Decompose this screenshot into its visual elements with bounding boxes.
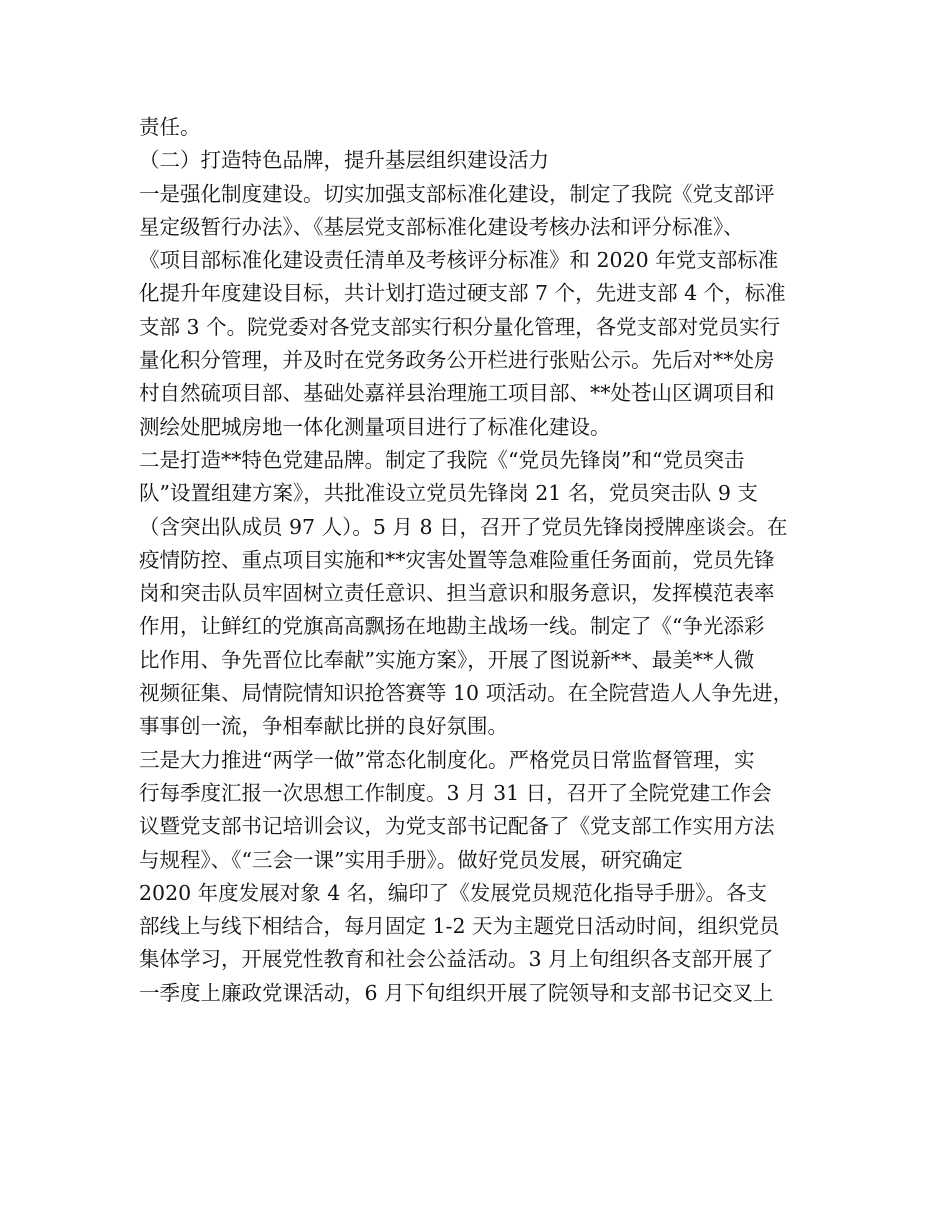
text-line: 化提升年度建设目标，共计划打造过硬支部 7 个，先进支部 4 个，标准 — [139, 281, 786, 306]
text-line: 议暨党支部书记培训会议，为党支部书记配备了《党支部工作实用方法 — [139, 814, 775, 839]
text-line: 集体学习，开展党性教育和社会公益活动。3 月上旬组织各支部开展了 — [139, 947, 774, 972]
text-line: 责任。 — [139, 115, 201, 139]
document-body — [139, 111, 819, 1010]
text-line: 队”设置组建方案》，共批准设立党员先锋岗 21 名，党员突击队 9 支 — [139, 481, 758, 506]
text-line: 比作用、争先晋位比奉献”实施方案》，开展了图说新**、最美**人微 — [139, 647, 755, 672]
text-line: 作用，让鲜红的党旗高高飘扬在地勘主战场一线。制定了《“争光添彩 — [139, 614, 765, 639]
text-line: 村自然硫项目部、基础处嘉祥县治理施工项目部、**处苍山区调项目和 — [139, 381, 775, 406]
text-line: （含突出队成员 97 人）。5 月 8 日，召开了党员先锋岗授牌座谈会。在 — [139, 514, 788, 539]
text-line: 部线上与线下相结合，每月固定 1-2 天为主题党日活动时间，组织党员 — [139, 914, 780, 939]
text-line: 行每季度汇报一次思想工作制度。3 月 31 日，召开了全院党建工作会 — [139, 780, 772, 805]
text-line: 量化积分管理，并及时在党务政务公开栏进行张贴公示。先后对**处房 — [139, 348, 775, 373]
text-line: 事事创一流，争相奉献比拼的良好氛围。 — [139, 714, 508, 739]
text-line: 支部 3 个。院党委对各党支部实行积分量化管理，各党支部对党员实行 — [139, 314, 781, 339]
text-line: 视频征集、局情院情知识抢答赛等 10 项活动。在全院营造人人争先进， — [139, 681, 794, 706]
text-line: 与规程》、《“三会一课”实用手册》。做好党员发展，研究确定 — [139, 847, 683, 872]
text-line: 三是大力推进“两学一做”常态化制度化。严格党员日常监督管理，实 — [139, 747, 755, 772]
text-line: 2020 年度发展对象 4 名，编印了《发展党员规范化指导手册》。各支 — [139, 880, 768, 905]
text-line: 测绘处肥城房地一体化测量项目进行了标准化建设。 — [139, 414, 611, 439]
text-line: 岗和突击队员牢固树立责任意识、担当意识和服务意识，发挥模范表率 — [139, 581, 775, 606]
text-line: 疫情防控、重点项目实施和**灾害处置等急难险重任务面前，党员先锋 — [139, 547, 775, 572]
section-heading: （二）打造特色品牌，提升基层组织建设活力 — [139, 148, 549, 173]
text-line: 二是打造**特色党建品牌。制定了我院《“党员先锋岗”和“党员突击 — [139, 447, 745, 472]
text-line: 一季度上廉政党课活动，6 月下旬组织开展了院领导和支部书记交叉上 — [139, 980, 774, 1005]
text-line: 星定级暂行办法》、《基层党支部标准化建设考核办法和评分标准》、 — [139, 214, 744, 239]
text-line: 《项目部标准化建设责任清单及考核评分标准》和 2020 年党支部标准 — [139, 248, 779, 273]
text-line: 一是强化制度建设。切实加强支部标准化建设，制定了我院《党支部评 — [139, 181, 775, 206]
